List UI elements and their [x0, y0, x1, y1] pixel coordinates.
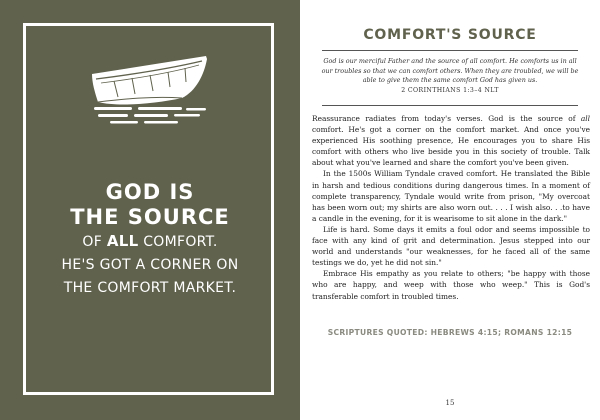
body-paragraph: Embrace His empathy as you relate to others; "be happy with those who are happy, and weep with those who weep." This is God's transferable comfort in troubled times. [312, 269, 590, 301]
scriptures-quoted: SCRIPTURES QUOTED: HEBREWS 4:15; ROMANS 12:15 [327, 328, 573, 337]
verse-rule-bottom [322, 105, 578, 106]
paragraph-1-pre: Reassurance radiates from today's verses. God is the source of [312, 114, 581, 123]
quote-line-1: GOD IS [105, 180, 195, 204]
paragraph-1-post: comfort. He's got a corner on the comfort market. And once you've experienced His soothing presence, He encourages you to share His comfort with others who live beside you in this society of trouble. Talk about what you've learned and share the comfort you've been given. [312, 125, 590, 168]
quote-line-3 [0, 230, 300, 254]
right-page [300, 0, 600, 420]
body-paragraph: Life is hard. Some days it emits a foul odor and seems impossible to face with any kind of grit and determination. Jesus stepped into our world and understands "our weaknesses, for he faced all of the same testings we do, yet he did not sin." [312, 224, 590, 268]
quote-line-4: HE'S GOT A CORNER ON [61, 257, 239, 273]
devotional-body [312, 113, 590, 302]
quote-line-3-pre: OF [82, 234, 107, 250]
quote-emphasis-all: ALL [106, 232, 139, 250]
canoe-on-water-icon [88, 52, 212, 128]
verse-reference: 2 CORINTHIANS 1:3–4 NLT [401, 87, 499, 94]
pull-quote [0, 180, 300, 300]
verse-rule-top [322, 50, 578, 51]
quote-line-5: THE COMFORT MARKET. [63, 280, 237, 296]
quote-line-2: THE SOURCE [70, 205, 230, 229]
body-paragraph: In the 1500s William Tyndale craved comfort. He translated the Bible in harsh and tedious conditions during dangerous times. In a moment of complete transparency, Tyndale would write from prison, "My overcoat has been worn out; my shirts are also worn out. . . . I wish also. . .to have a candle in the evening, for it is wearisome to sit alone in the dark." [312, 169, 590, 223]
body-paragraph [312, 113, 590, 168]
page-title: COMFORT'S SOURCE [363, 27, 537, 43]
quote-line-3-post: COMFORT. [138, 234, 218, 250]
verse-text: God is our merciful Father and the source of all comfort. He comforts us in all our troubles so that we can comfort others. When they are troubled, we will be able to give them the same comfort God has given us. [321, 57, 579, 85]
page-number: 15 [445, 399, 455, 407]
paragraph-1-emphasis: all [580, 114, 590, 123]
